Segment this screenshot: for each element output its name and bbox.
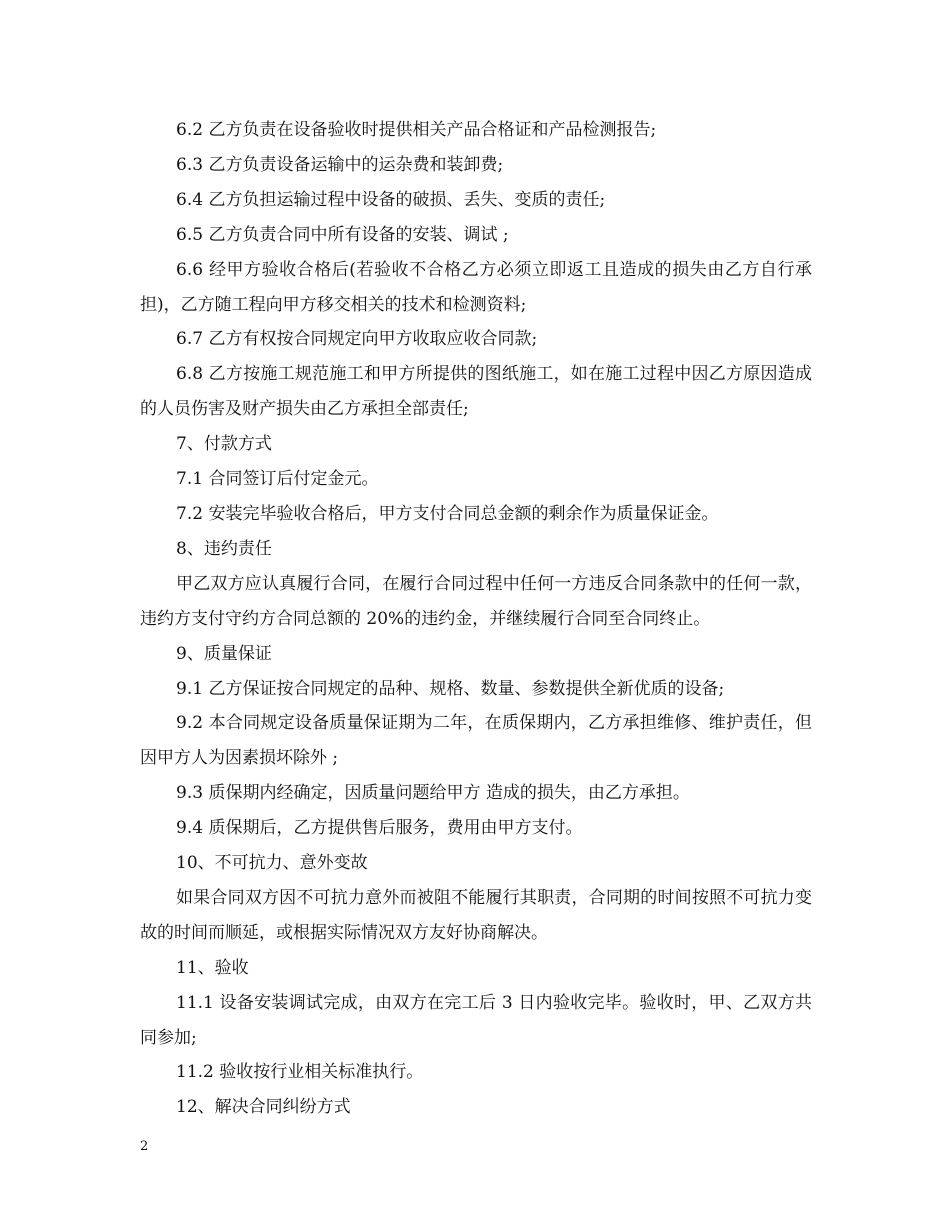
paragraph: 6.4 乙方负担运输过程中设备的破损、丢失、变质的责任; (176, 189, 606, 210)
paragraph: 10、不可抗力、意外变故 (176, 853, 368, 874)
paragraph: 6.2 乙方负责在设备验收时提供相关产品合格证和产品检测报告; (176, 120, 657, 140)
paragraph: 6.8 乙方按施工规范施工和甲方所提供的图纸施工，如在施工过程中因乙方原因造成的人员伤害及财产损失由乙方承担全部责任; (140, 364, 812, 420)
document-body (140, 113, 812, 1125)
paragraph: 如果合同双方因不可抗力意外而被阻不能履行其职责，合同期的时间按照不可抗力变故的时间而顺延，或根据实际情况双方友好协商解决。 (140, 887, 812, 943)
paragraph: 6.6 经甲方验收合格后(若验收不合格乙方必须立即返工且造成的损失由乙方自行承担)，乙方随工程向甲方移交相关的技术和检测资料; (140, 259, 812, 315)
paragraph: 7、付款方式 (176, 434, 272, 455)
page-number: 2 (140, 1139, 149, 1154)
paragraph: 11.2 验收按行业相关标准执行。 (176, 1062, 424, 1083)
paragraph: 6.3 乙方负责设备运输中的运杂费和装卸费; (176, 154, 504, 175)
paragraph: 8、违约责任 (176, 538, 272, 559)
paragraph: 11.1 设备安装调试完成，由双方在完工后 3 日内验收完毕。验收时，甲、乙双方共同参加; (140, 992, 812, 1048)
paragraph: 6.7 乙方有权按合同规定向甲方收取应收合同款; (176, 329, 538, 350)
paragraph: 9.4 质保期后，乙方提供售后服务，费用由甲方支付。 (176, 818, 583, 839)
paragraph: 7.2 安装完毕验收合格后，甲方支付合同总金额的剩余作为质量保证金。 (176, 503, 719, 524)
paragraph: 7.1 合同签订后付定金元。 (176, 469, 379, 490)
paragraph: 9.2 本合同规定设备质量保证期为二年，在质保期内，乙方承担维修、维护责任，但因甲方人为因素损坏除外 ; (140, 713, 812, 769)
paragraph: 甲乙双方应认真履行合同，在履行合同过程中任何一方违反合同条款中的任何一款，违约方支付守约方合同总额的 20%的违约金，并继续履行合同至合同终止。 (140, 573, 812, 629)
paragraph: 6.5 乙方负责合同中所有设备的安装、调试 ; (176, 224, 509, 245)
paragraph: 9.3 质保期内经确定，因质量问题给甲方 造成的损失，由乙方承担。 (176, 783, 690, 804)
paragraph: 9、质量保证 (176, 643, 272, 664)
paragraph: 12、解决合同纠纷方式 (176, 1097, 351, 1118)
paragraph: 9.1 乙方保证按合同规定的品种、规格、数量、参数提供全新优质的设备; (176, 678, 725, 699)
paragraph: 11、验收 (176, 957, 249, 978)
